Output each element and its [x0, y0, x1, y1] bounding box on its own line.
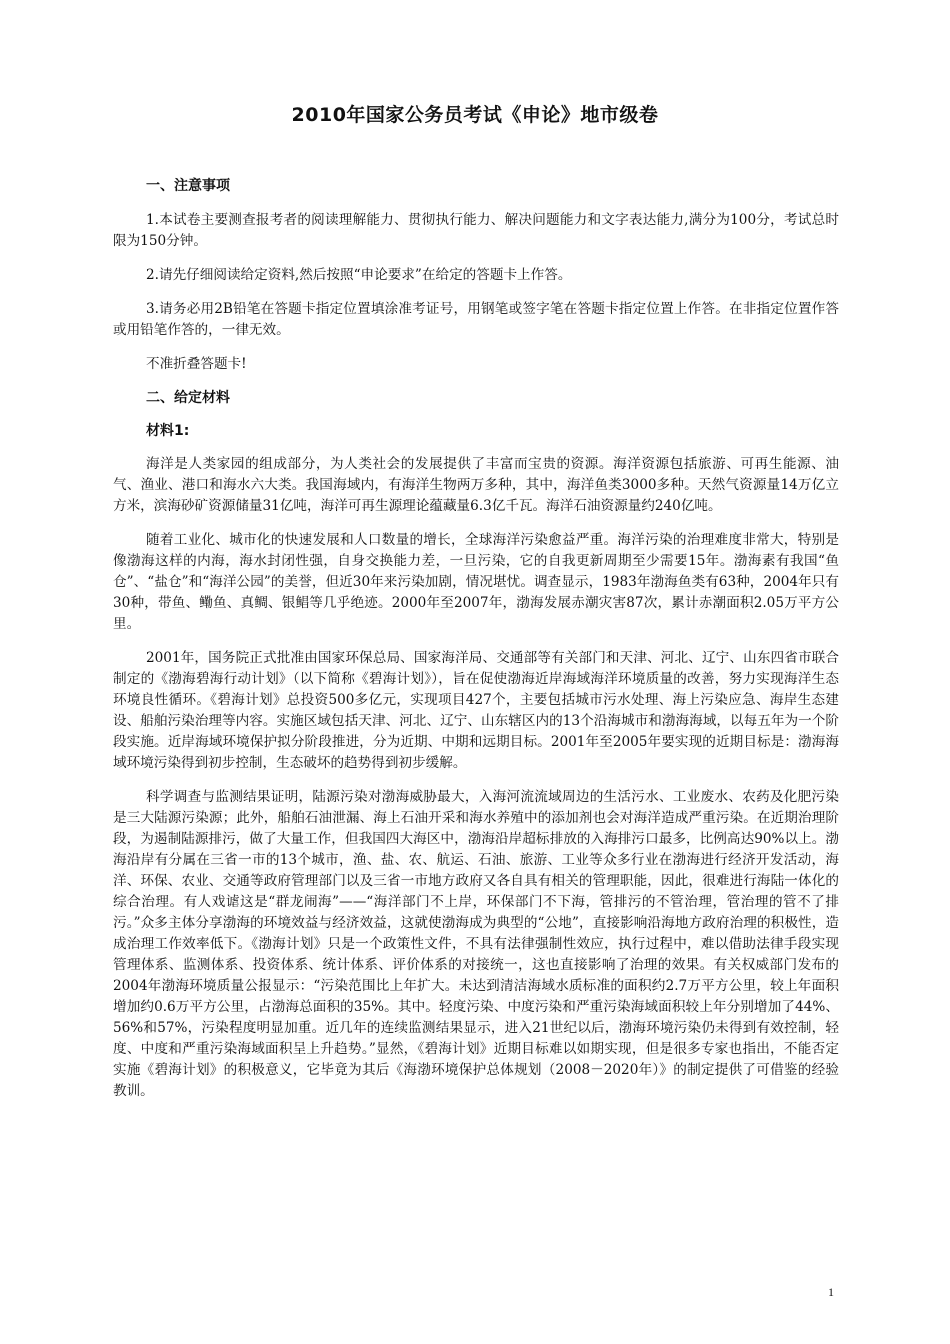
- notice-heading: 一、注意事项: [146, 178, 230, 194]
- page-number: 1: [828, 1285, 834, 1299]
- material-1-paragraph-1: 海洋是人类家园的组成部分，为人类社会的发展提供了丰富而宝贵的资源。海洋资源包括旅游、可再生能源、油气、渔业、港口和海水六大类。我国海域内，有海洋生物两万多种，其中，海洋鱼类3000多种。天然气资源量14万亿立方米，滨海砂矿资源储量31亿吨，海洋可再生源理论蕴藏量6.3亿千瓦。海洋石油资源量约240亿吨。: [113, 456, 839, 514]
- notice-item-1: 1.本试卷主要测查报考者的阅读理解能力、贯彻执行能力、解决问题能力和文字表达能力,满分为100分，考试总时限为150分钟。: [113, 212, 839, 249]
- material-1-heading: 材料1:: [146, 423, 190, 439]
- notice-item-3: 3.请务必用2B铅笔在答题卡指定位置填涂准考证号，用钢笔或签字笔在答题卡指定位置上作答。在非指定位置作答或用铅笔作答的，一律无效。: [113, 301, 839, 338]
- document-title: 2010年国家公务员考试《申论》地市级卷: [291, 104, 659, 126]
- material-1-paragraph-3: 2001年，国务院正式批准由国家环保总局、国家海洋局、交通部等有关部门和天津、河北、辽宁、山东四省市联合制定的《渤海碧海行动计划》（以下简称《碧海计划》），旨在促使渤海近岸海域海洋环境质量的改善，努力实现海洋生态环境良性循环。《碧海计划》总投资500多亿元，实现项目427个，主要包括城市污水处理、海上污染应急、海岸生态建设、船舶污染治理等内容。实施区域包括天津、河北、辽宁、山东辖区内的13个沿海城市和渤海海域，以每五年为一个阶段实施。近岸海域环境保护拟分阶段推进，分为近期、中期和远期目标。2001年至2005年要实现的近期目标是：渤海海域环境污染得到初步控制，生态破坏的趋势得到初步缓解。: [113, 650, 839, 771]
- materials-heading: 二、给定材料: [146, 390, 230, 406]
- document-body: [113, 176, 839, 1102]
- material-1-paragraph-2: 随着工业化、城市化的快速发展和人口数量的增长，全球海洋污染愈益严重。海洋污染的治理难度非常大，特别是像渤海这样的内海，海水封闭性强，自身交换能力差，一旦污染，它的自我更新周期至少需要15年。渤海素有我国“鱼仓”、“盐仓”和“海洋公园”的美誉，但近30年来污染加剧，情况堪忧。调查显示，1983年渤海鱼类有63种，2004年只有30种，带鱼、鳓鱼、真鲷、银鲳等几乎绝迹。2000年至2007年，渤海发展赤潮灾害87次，累计赤潮面积2.05万平方公里。: [113, 532, 839, 632]
- notice-item-2: 2.请先仔细阅读给定资料,然后按照“申论要求”在给定的答题卡上作答。: [146, 267, 572, 283]
- material-1-paragraph-4: 科学调查与监测结果证明，陆源污染对渤海威胁最大，入海河流流域周边的生活污水、工业废水、农药及化肥污染是三大陆源污染源；此外，船舶石油泄漏、海上石油开采和海水养殖中的添加剂也会对海洋造成严重污染。在近期治理阶段，为遏制陆源排污，做了大量工作，但我国四大海区中，渤海沿岸超标排放的入海排污口最多，比例高达90%以上。渤海沿岸有分属在三省一市的13个城市，渔、盐、农、航运、石油、旅游、工业等众多行业在渤海进行经济开发活动，海洋、环保、农业、交通等政府管理部门以及三省一市地方政府又各自具有相关的管理职能，因此，很难进行海陆一体化的综合治理。有人戏谑这是“群龙闹海”——“海洋部门不上岸，环保部门不下海，管排污的不管治理，管治理的管不了排污。”众多主体分享渤海的环境效益与经济效益，这就使渤海成为典型的“公地”，直接影响沿海地方政府治理的积极性，造成治理工作效率低下。《渤海计划》只是一个政策性文件，不具有法律强制性效应，执行过程中，难以借助法律手段实现管理体系、监测体系、投资体系、统计体系、评价体系的对接统一，这也直接影响了治理的效果。有关权威部门发布的2004年渤海环境质量公报显示：“污染范围比上年扩大。未达到清洁海域水质标准的面积约2.7万平方公里，较上年面积增加约0.6万平方公里，占渤海总面积的35%。其中。轻度污染、中度污染和严重污染海域面积较上年分别增加了44%、56%和57%，污染程度明显加重。近几年的连续监测结果显示，进入21世纪以后，渤海环境污染仍未得到有效控制，轻度、中度和严重污染海域面积呈上升趋势。”显然，《碧海计划》近期目标难以如期实现，但是很多专家也指出，不能否定实施《碧海计划》的积极意义，它毕竟为其后《海渤环境保护总体规划（2008－2020年）》的制定提供了可借鉴的经验教训。: [113, 789, 839, 1099]
- notice-item-4: 不准折叠答题卡!: [146, 356, 247, 372]
